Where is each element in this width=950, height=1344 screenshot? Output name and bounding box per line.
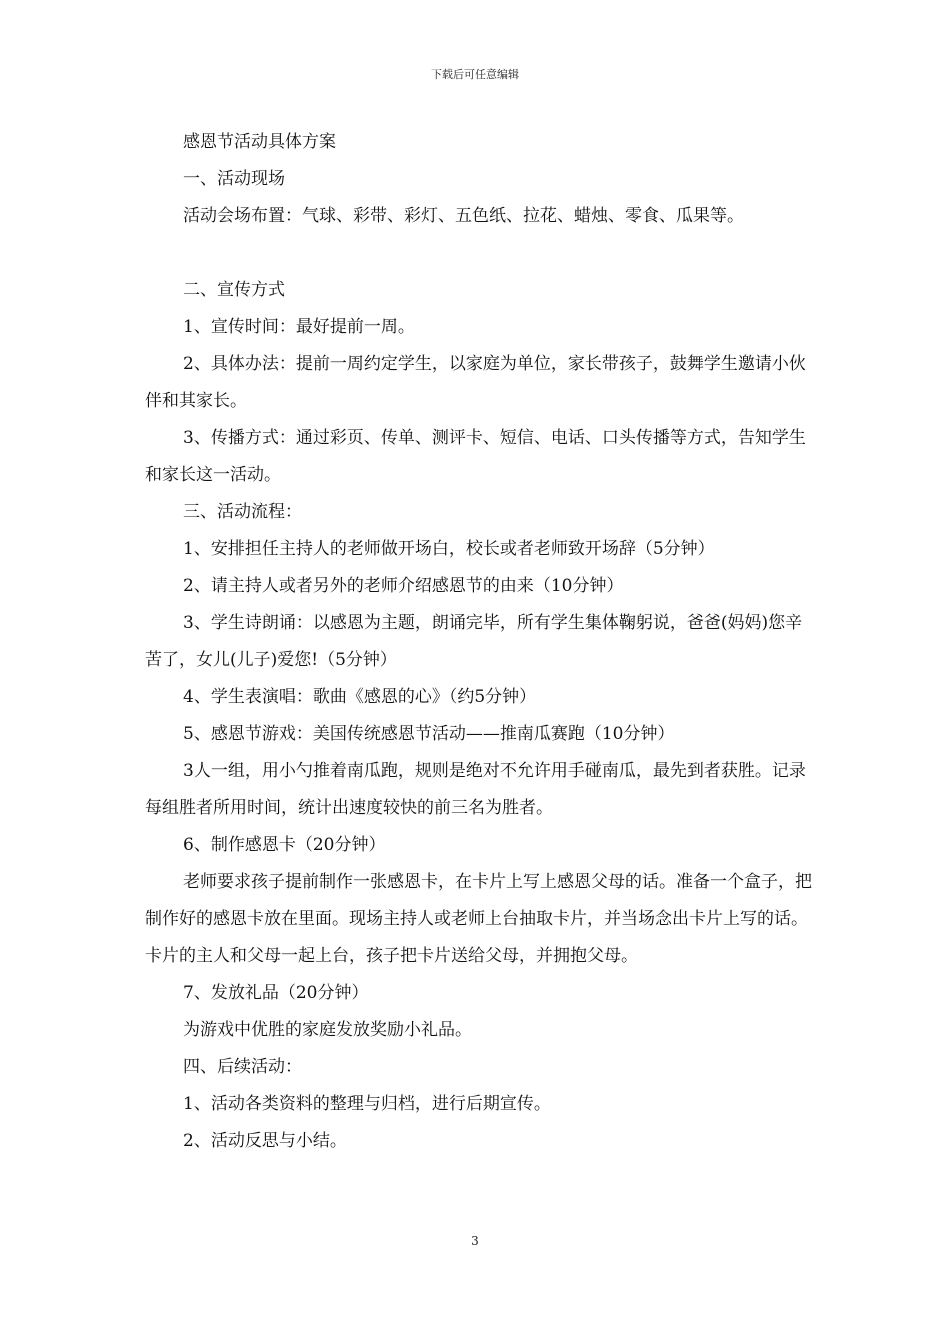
document-body	[145, 124, 815, 1160]
process-item-2: 2、请主持人或者另外的老师介绍感恩节的由来（10分钟）	[183, 576, 624, 596]
followup-item-1: 1、活动各类资料的整理与归档，进行后期宣传。	[183, 1094, 551, 1114]
followup-item-2: 2、活动反思与小结。	[183, 1131, 347, 1151]
section-heading-process: 三、活动流程：	[183, 502, 302, 522]
section-heading-promotion: 二、宣传方式	[183, 280, 285, 300]
process-item-6: 6、制作感恩卡（20分钟）	[183, 835, 386, 855]
section-heading-followup: 四、后续活动：	[183, 1057, 302, 1077]
venue-decoration: 活动会场布置：气球、彩带、彩灯、五色纸、拉花、蜡烛、零食、瓜果等。	[183, 206, 744, 226]
document-title: 感恩节活动具体方案	[183, 132, 336, 152]
blank-line	[145, 235, 815, 272]
process-item-5: 5、感恩节游戏：美国传统感恩节活动——推南瓜赛跑（10分钟）	[183, 724, 675, 744]
page-number: 3	[471, 1234, 479, 1248]
section-heading-site: 一、活动现场	[183, 169, 285, 189]
process-item-4: 4、学生表演唱：歌曲《感恩的心》（约5分钟）	[183, 687, 537, 707]
process-item-6-detail: 老师要求孩子提前制作一张感恩卡，在卡片上写上感恩父母的话。准备一个盒子，把制作好的感恩卡放在里面。现场主持人或老师上台抽取卡片，并当场念出卡片上写的话。卡片的主人和父母一起上台，孩子把卡片送给父母，并拥抱父母。	[145, 872, 812, 966]
promotion-item-3: 3、传播方式：通过彩页、传单、测评卡、短信、电话、口头传播等方式，告知学生和家长这一活动。	[145, 428, 806, 485]
process-item-5-detail: 3人一组，用小勺推着南瓜跑，规则是绝对不允许用手碰南瓜，最先到者获胜。记录每组胜者所用时间，统计出速度较快的前三名为胜者。	[145, 761, 806, 818]
process-item-3: 3、学生诗朗诵：以感恩为主题，朗诵完毕，所有学生集体鞠躬说，爸爸(妈妈)您辛苦了，女儿(儿子)爱您!（5分钟）	[145, 613, 803, 670]
promotion-item-2: 2、具体办法：提前一周约定学生，以家庭为单位，家长带孩子，鼓舞学生邀请小伙伴和其家长。	[145, 354, 806, 411]
process-item-7-detail: 为游戏中优胜的家庭发放奖励小礼品。	[183, 1020, 472, 1040]
process-item-1: 1、安排担任主持人的老师做开场白，校长或者老师致开场辞（5分钟）	[183, 539, 715, 559]
page-header: 下载后可任意编辑	[431, 68, 519, 81]
process-item-7: 7、发放礼品（20分钟）	[183, 983, 369, 1003]
promotion-item-1: 1、宣传时间：最好提前一周。	[183, 317, 415, 337]
